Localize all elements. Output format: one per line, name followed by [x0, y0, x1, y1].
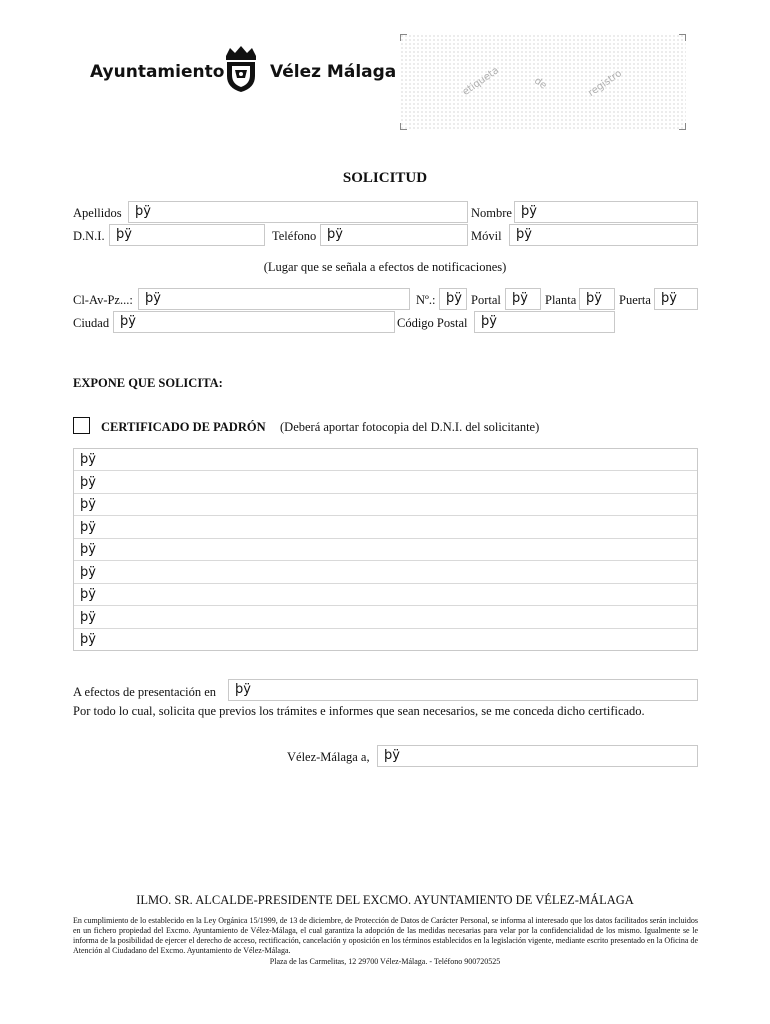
request-text-line[interactable]: þÿ [74, 517, 697, 539]
request-text-line[interactable]: þÿ [74, 472, 697, 494]
address-line: Plaza de las Carmelitas, 12 29700 Vélez-Málaga. - Teléfono 900720525 [269, 957, 501, 966]
por-todo-text: Por todo lo cual, solicita que previos los trámites e informes que sean necesarios, se me conceda dicho certificado. [73, 704, 645, 718]
numero-label: Nº.: [416, 293, 436, 307]
brand-velez-malaga: Vélez Málaga [270, 62, 397, 82]
privacy-notice: En cumplimiento de lo establecido en la Ley Orgánica 15/1999, de 13 de diciembre, de Protección de Datos de Carácter Personal, se informa al interesado que los datos facilitados serán incluidos en un fichero propiedad del Excmo. Ayuntamiento de Vélez-Málaga, el cual garantiza la adopción de las medidas necesarias para velar por la confidencialidad de los mismo. Igualmente se le informa de la posibilidad de ejercer el derecho de acceso, rectificación, cancelación y oposición en los términos establecidos en la legislación vigente, mediante escrito presentado en la Oficina de Atención al Ciudadano del Excmo. Ayuntamiento de Vélez-Málaga. [73, 916, 698, 955]
notification-note: (Lugar que se señala a efectos de notificaciones) [263, 260, 507, 274]
numero-field[interactable]: þÿ [439, 288, 467, 310]
certificado-checkbox[interactable] [73, 417, 90, 434]
expone-heading: EXPONE QUE SOLICITA: [73, 376, 223, 390]
certificado-note: (Deberá aportar fotocopia del D.N.I. del solicitante) [280, 420, 540, 434]
telefono-label: Teléfono [272, 229, 317, 243]
ciudad-label: Ciudad [73, 316, 110, 330]
movil-label: Móvil [471, 229, 502, 243]
stamp-word-registro: registro [586, 68, 625, 99]
planta-label: Planta [545, 293, 577, 307]
calle-field[interactable]: þÿ [138, 288, 410, 310]
request-text-line[interactable]: þÿ [74, 562, 697, 584]
registry-stamp-area [400, 34, 686, 130]
stamp-word-etiqueta: etiqueta [460, 65, 502, 98]
telefono-field[interactable]: þÿ [320, 224, 468, 246]
portal-field[interactable]: þÿ [505, 288, 541, 310]
codigo-postal-field[interactable]: þÿ [474, 311, 615, 333]
request-text-line[interactable]: þÿ [74, 607, 697, 629]
codigo-postal-label: Código Postal [397, 316, 468, 330]
portal-label: Portal [471, 293, 501, 307]
request-text-line[interactable]: þÿ [74, 494, 697, 516]
form-title: SOLICITUD [342, 170, 428, 186]
apellidos-field[interactable]: þÿ [128, 201, 468, 223]
fecha-field[interactable]: þÿ [377, 745, 698, 767]
movil-field[interactable]: þÿ [509, 224, 698, 246]
dni-field[interactable]: þÿ [109, 224, 265, 246]
coat-of-arms-icon [220, 44, 262, 94]
ciudad-field[interactable]: þÿ [113, 311, 395, 333]
request-text-line[interactable]: þÿ [80, 632, 96, 647]
fecha-label: Vélez-Málaga a, [287, 750, 370, 764]
puerta-field[interactable]: þÿ [654, 288, 698, 310]
request-text-area[interactable] [73, 448, 698, 651]
puerta-label: Puerta [619, 293, 651, 307]
request-text-line[interactable]: þÿ [74, 539, 697, 561]
presentacion-field[interactable]: þÿ [228, 679, 698, 701]
calle-label: Cl-Av-Pz...: [73, 293, 133, 307]
nombre-label: Nombre [471, 206, 512, 220]
addressee: ILMO. SR. ALCALDE-PRESIDENTE DEL EXCMO. AYUNTAMIENTO DE VÉLEZ-MÁLAGA [136, 893, 634, 907]
apellidos-label: Apellidos [73, 206, 122, 220]
request-text-line[interactable]: þÿ [74, 584, 697, 606]
presentacion-label: A efectos de presentación en [73, 685, 216, 699]
certificado-label: CERTIFICADO DE PADRÓN [101, 420, 266, 434]
brand-ayuntamiento: Ayuntamiento [90, 62, 225, 82]
request-text-line[interactable]: þÿ [74, 449, 697, 471]
dni-label: D.N.I. [73, 229, 105, 243]
planta-field[interactable]: þÿ [579, 288, 615, 310]
nombre-field[interactable]: þÿ [514, 201, 698, 223]
stamp-word-de: de [531, 75, 549, 92]
